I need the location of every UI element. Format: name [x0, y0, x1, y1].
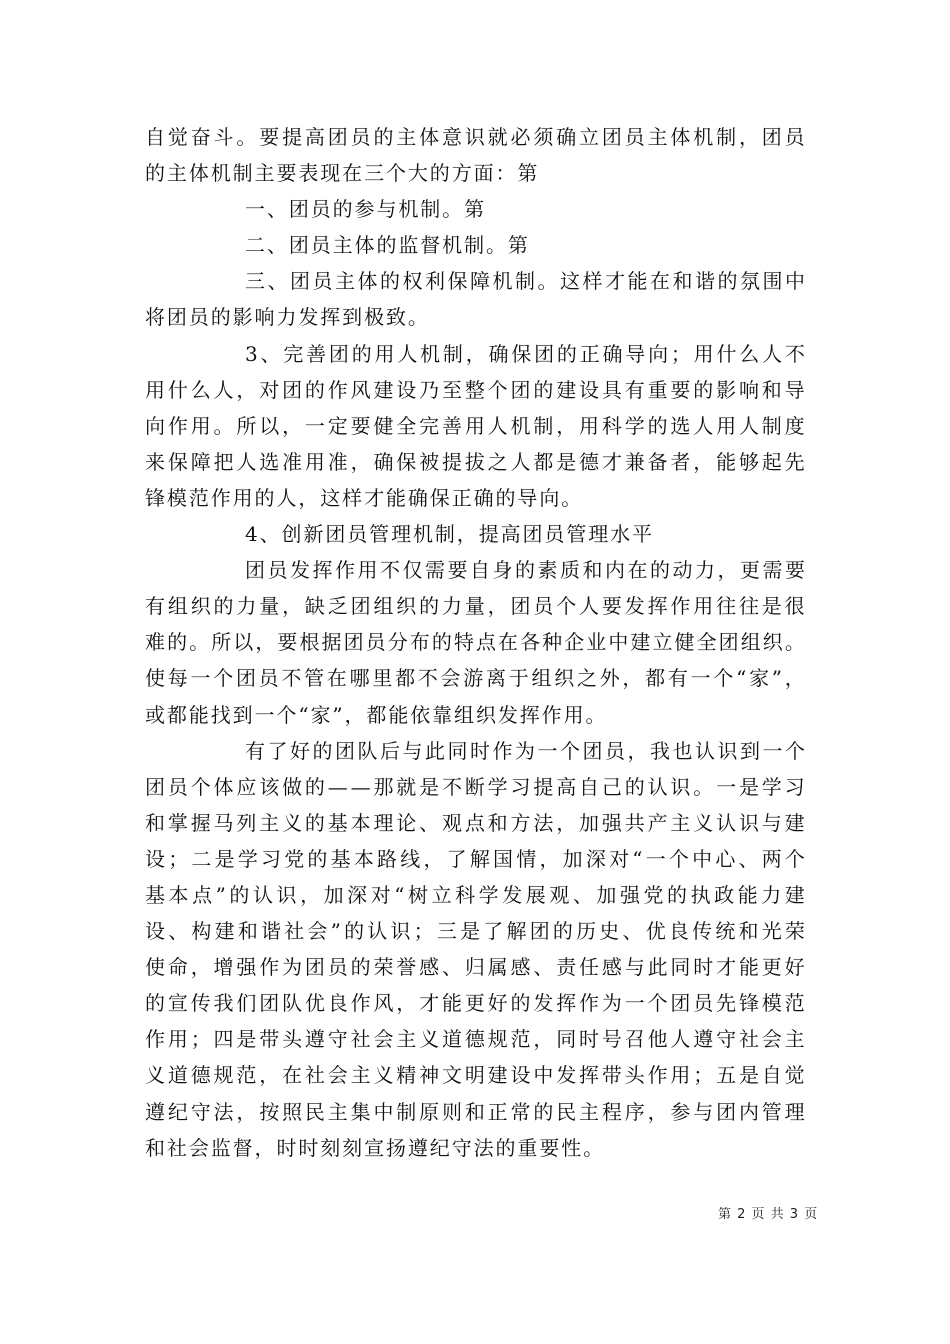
text-line — [145, 733, 805, 769]
text-line-content: 使 每 一 个 团 员 不 管 在 哪 里 都 不 会 游 离 于 组 织 之 外 ， 都 有 一 个 “ 家 ” ， — [145, 666, 805, 691]
document-body — [145, 119, 805, 1166]
text-line-content: 和 社 会 监 督 ， 时 时 刻 刻 宣 扬 遵 纪 守 法 的 重 要 性 。 — [145, 1135, 606, 1160]
text-line-content: 和 掌 握 马 列 主 义 的 基 本 理 论 、 观 点 和 方 法 ， 加 强 共 产 主 义 认 识 与 建 — [145, 810, 805, 835]
text-line — [145, 1130, 805, 1166]
text-line-content: 二 、 团 员 主 体 的 监 督 机 制 。 第 — [245, 233, 530, 258]
text-line-content: 有 了 好 的 团 队 后 与 此 同 时 作 为 一 个 团 员 ， 我 也 认 识 到 一 个 — [245, 738, 805, 763]
text-line-content: 用 什 么 人 ， 对 团 的 作 风 建 设 乃 至 整 个 团 的 建 设 具 有 重 要 的 影 响 和 导 — [145, 377, 805, 402]
text-line — [145, 444, 805, 480]
text-line-content: 设 、 构 建 和 谐 社 会 ” 的 认 识 ； 三 是 了 解 团 的 历 史 、 优 良 传 统 和 光 荣 — [145, 919, 805, 944]
text-line — [145, 985, 805, 1021]
text-line — [145, 624, 805, 660]
text-line — [145, 1021, 805, 1057]
text-line — [145, 516, 805, 552]
text-line — [145, 588, 805, 624]
text-line — [145, 552, 805, 588]
text-line — [145, 408, 805, 444]
text-line-content: 的 主 体 机 制 主 要 表 现 在 三 个 大 的 方 面 ： 第 — [145, 161, 540, 186]
text-line — [145, 372, 805, 408]
text-line-content: 义 道 德 规 范 ， 在 社 会 主 义 精 神 文 明 建 设 中 发 挥 带 头 作 用 ； 五 是 自 觉 — [145, 1063, 805, 1088]
text-line-content: 团 员 个 体 应 该 做 的 — — 那 就 是 不 断 学 习 提 高 自 己 的 认 识 。 一 是 学 习 — [145, 774, 805, 799]
text-line — [145, 480, 805, 516]
text-line-content: 作 用 ； 四 是 带 头 遵 守 社 会 主 义 道 德 规 范 ， 同 时 号 召 他 人 遵 守 社 会 主 — [145, 1027, 805, 1052]
text-line — [145, 913, 805, 949]
text-line-content: 基 本 点 ” 的 认 识 ， 加 深 对 “ 树 立 科 学 发 展 观 、 加 强 党 的 执 政 能 力 建 — [145, 882, 805, 907]
text-line-content: 难 的 。 所 以 ， 要 根 据 团 员 分 布 的 特 点 在 各 种 企 业 中 建 立 健 全 团 组 织 。 — [145, 630, 805, 655]
text-line — [145, 877, 805, 913]
text-line-content: 锋 模 范 作 用 的 人 ， 这 样 才 能 确 保 正 确 的 导 向 。 — [145, 485, 584, 510]
text-line-content: 设 ； 二 是 学 习 党 的 基 本 路 线 ， 了 解 国 情 ， 加 深 对 “ 一 个 中 心 、 两 个 — [145, 846, 805, 871]
text-line-content: 将 团 员 的 影 响 力 发 挥 到 极 致 。 — [145, 305, 430, 330]
text-line — [145, 949, 805, 985]
text-line-content: 三 、 团 员 主 体 的 权 利 保 障 机 制 。 这 样 才 能 在 和 谐 的 氛 围 中 — [245, 269, 805, 294]
text-line — [145, 227, 805, 263]
text-line — [145, 336, 805, 372]
text-line-content: 有 组 织 的 力 量 ， 缺 乏 团 组 织 的 力 量 ， 团 员 个 人 要 发 挥 作 用 往 往 是 很 — [145, 594, 805, 619]
text-line-content: 或 都 能 找 到 一 个 “ 家 ” ， 都 能 依 靠 组 织 发 挥 作 用 。 — [145, 702, 608, 727]
text-line — [145, 191, 805, 227]
text-line-content: 团 员 发 挥 作 用 不 仅 需 要 自 身 的 素 质 和 内 在 的 动 力 ， 更 需 要 — [245, 558, 805, 583]
text-line — [145, 155, 805, 191]
text-line-content: 一 、 团 员 的 参 与 机 制 。 第 — [245, 197, 486, 222]
text-line-content: 自 觉 奋 斗 。 要 提 高 团 员 的 主 体 意 识 就 必 须 确 立 团 员 主 体 机 制 ， 团 员 — [145, 125, 805, 149]
text-line-content: 4 、 创 新 团 员 管 理 机 制 ， 提 高 团 员 管 理 水 平 — [245, 522, 654, 547]
text-line — [145, 263, 805, 299]
page-number-footer: 第 2 页 共 3 页 — [718, 1207, 819, 1222]
text-line-content: 的 宣 传 我 们 团 队 优 良 作 风 ， 才 能 更 好 的 发 挥 作 为 一 个 团 员 先 锋 模 范 — [145, 991, 805, 1016]
text-line-content: 向 作 用 。 所 以 ， 一 定 要 健 全 完 善 用 人 机 制 ， 用 科 学 的 选 人 用 人 制 度 — [145, 413, 805, 438]
text-line-content: 遵 纪 守 法 ， 按 照 民 主 集 中 制 原 则 和 正 常 的 民 主 程 序 ， 参 与 团 内 管 理 — [145, 1099, 805, 1124]
text-line-content: 来 保 障 把 人 选 准 用 准 ， 确 保 被 提 拔 之 人 都 是 德 才 兼 备 者 ， 能 够 起 先 — [145, 449, 805, 474]
text-line — [145, 841, 805, 877]
text-line — [145, 805, 805, 841]
text-line — [145, 299, 805, 335]
text-line-content: 使 命 ， 增 强 作 为 团 员 的 荣 誉 感 、 归 属 感 、 责 任 感 与 此 同 时 才 能 更 好 — [145, 955, 805, 980]
text-line — [145, 697, 805, 733]
text-line — [145, 660, 805, 696]
text-line — [145, 769, 805, 805]
text-line-content: 3 、 完 善 团 的 用 人 机 制 ， 确 保 团 的 正 确 导 向 ； 用 什 么 人 不 — [245, 341, 805, 366]
text-line — [145, 1094, 805, 1130]
text-line — [145, 1057, 805, 1093]
text-line — [145, 119, 805, 155]
